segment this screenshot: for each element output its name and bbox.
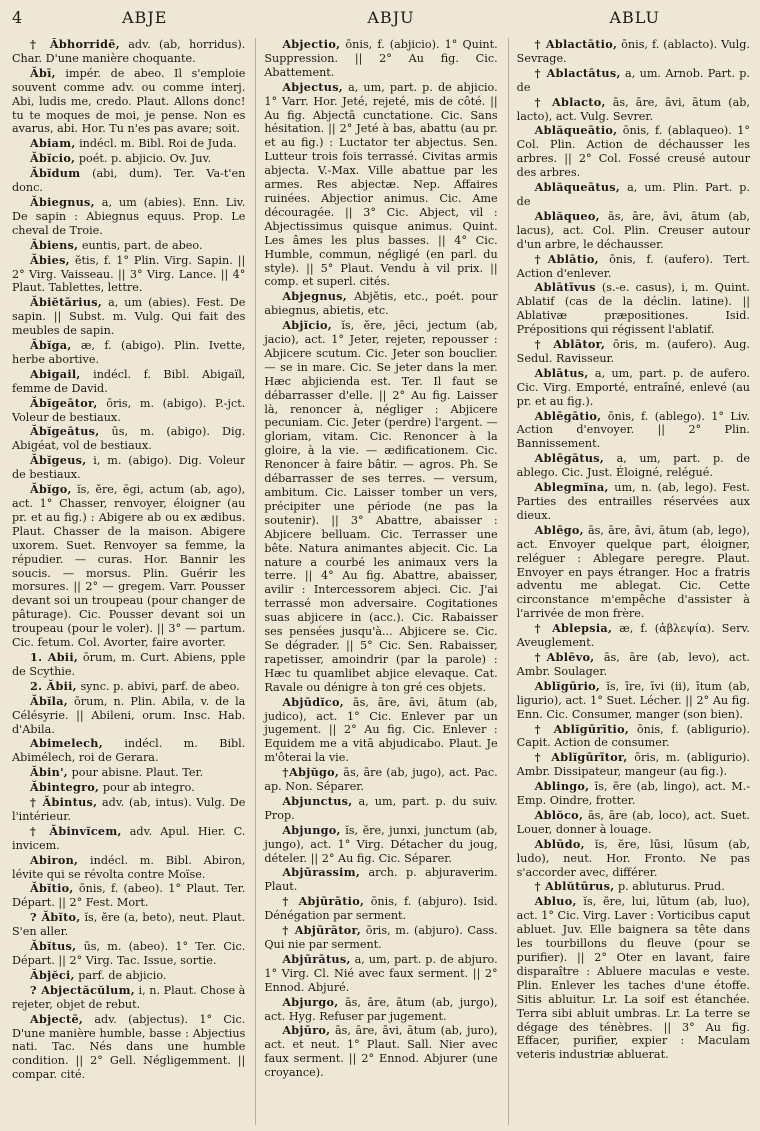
running-head-left: ABJE [122,8,168,27]
entry-headword: Abjungo, [282,822,341,837]
entry-headword: † Abjūrātor, [282,923,362,938]
entry-headword: Ăbĭtio, [30,881,74,896]
dictionary-entry [12,737,245,765]
running-head-center: ABJU [367,8,415,27]
entry-definition: ōnis, f. (abligurio). Capit. Action de consumer. [516,722,750,750]
dictionary-entry [517,622,750,650]
entry-headword: Abjĭcio, [282,318,332,333]
dictionary-entry [12,339,245,367]
entry-definition: ōnis, f. (abeo). 1° Plaut. Ter. Départ. || 2° Fest. Mort. [12,882,246,910]
entry-definition: poét. p. abjicio. Ov. Juv. [78,152,212,166]
dictionary-entry [264,81,497,290]
entry-headword: 2. Ăbii, [30,678,77,693]
entry-headword: Ablēgātio, [534,408,602,423]
running-head-right: ABLU [609,8,660,27]
entry-headword: 1. Abii, [30,649,79,664]
entry-definition: indécl. m. Bibl. Abiron, lévite qui se révolta contre Moïse. [12,853,246,881]
columns [12,38,750,1125]
entry-headword: †Abjŭgo, [282,765,340,780]
dictionary-entry [517,281,750,337]
column-right [508,38,750,1125]
dictionary-entry [12,167,245,195]
dictionary-entry [264,319,497,694]
entry-headword: † Ăbintus, [30,795,98,810]
entry-headword: Ăbiens, [30,237,79,252]
entry-headword: Ablăqueo, [534,208,600,223]
entry-headword: Ăbiĕtārius, [30,295,103,310]
entry-headword: Ăbin', [30,765,69,780]
entry-headword: Abjūdĭco, [282,694,344,709]
entry-definition: ās, āre, āvi, ātum (ab, judico), act. 1° Cic. Enlever par un jugement. || 2° Au fig. Cic. Enlever : Equidem me a vitā abjudicabo. Plaut. Je m'ôterai la vie. [264,695,498,765]
dictionary-entry [264,953,497,995]
entry-definition: ōnis, f. (abjuro). Isid. Dénégation par serment. [264,895,498,923]
dictionary-entry [517,809,750,837]
entry-headword: † Abjūrātio, [282,894,365,909]
entry-definition: ĭs, īre, īvi (ii), ītum (ab, ligurio), act. 1° Suet. Lécher. || 2° Au fig. Enn. Cic. Consumer, manger (son bien). [516,679,750,721]
dictionary-entry [517,680,750,722]
entry-headword: Abjūrassim, [282,865,361,880]
entry-definition: ōris, m. (abjuro). Cass. Qui nie par serment. [264,924,498,951]
dictionary-entry [12,254,245,296]
dictionary-entry [517,838,750,880]
entry-definition: indécl. m. Bibl. Roi de Juda. [79,137,237,151]
dictionary-entry [264,996,497,1024]
entry-headword: Abluo, [534,894,577,909]
dictionary-entry [12,695,245,737]
entry-definition: pour ab integro. [102,781,195,795]
entry-definition: ōnis, f. (ablego). 1° Liv. Action d'envoyer. || 2° Plin. Bannissement. [516,409,750,451]
entry-headword: Abjectio, [282,38,341,51]
entry-definition: a, um, part. p. de ablego. Cic. Just. Éloigné, relégué. [516,452,750,480]
entry-headword: Ăbintegro, [30,780,100,795]
entry-definition: æ, f. (ἀβλεψία). Serv. Aveuglement. [516,622,750,650]
dictionary-entry [12,882,245,910]
dictionary-entry [12,911,245,939]
dictionary-entry [12,397,245,425]
entry-definition: ĭs, ĕre, junxi, junctum (ab, jungo), act. 1° Virg. Détacher du joug, dételer. || 2° Au fig. Cic. Séparer. [264,823,498,865]
entry-definition: ōnis, f. (ablacto). Vulg. Sevrage. [516,38,750,65]
dictionary-entry [12,969,245,983]
entry-definition: ūs, m. (abeo). 1° Ter. Cic. Départ. || 2° Virg. Tac. Issue, sortie. [12,940,246,967]
entry-headword: Abjunctus, [282,793,353,808]
dictionary-entry [12,137,245,151]
dictionary-entry [264,924,497,952]
entry-definition: ĭs, ĕre, ēgi, actum (ab, ago), act. 1° Chasser, renvoyer, éloigner (au pr. et au fig.) : Abigere ab ou ex ædibus. Plaut. Chasser de la maison. Abigere uxorem. Suet. Renvoyer sa femme, la répudier. — curas. Hor. Bannir les soucis. — morsus. Plin. Guérir les morsures. || 2° — gregem. Varr. Pousser devant soi un troupeau (pour changer de pâturage). Cic. Pousser devant soi un troupeau (pour le voler). || 3° — partum. Cic. fetum. Col. Avorter, faire avorter. [12,483,246,650]
entry-definition: ĭs, ĕre, jēci, jectum (ab, jacio), act. 1° Jeter, rejeter, repousser : Abjicere scutum. Cic. Jeter son bouclier. — se in mare. Cic. Se jeter dans la mer. Hæc abjicienda est. Ter. Il faut se débarrasser d'elle. || 2° Au fig. Laisser là, renoncer à, négliger : Abjicere pecuniam. Cic. Jeter (perdre) l'argent. — gloriam, vitam. Cic. Renoncer à la gloire, à la vie. — ædificationem. Cic. Renoncer à faire bâtir. — agros. Ph. Se débarrasser de ses terres. — versum, ambitum. Cic. Laisser tomber un vers, précipiter une période (ne pas la soutenir). || 3° Abattre, abaisser : Abjicere belluam. Cic. Terrasser une bête. Natura animantes abjecit. Cic. La nature a courbé les animaux vers la terre. || 4° Au fig. Abattre, abaisser, avilir : Intercessorem abjeci. Cic. J'ai terrassé mon adversaire. Cogitationes suas abjicere in (acc.). Cic. Rabaisser ses pensées jusqu'à... Abjicere se. Cic. Se dégrader. || 5° Cic. Sen. Rabaisser, rapetisser, amoindrir (par la parole) : Hæc tu quamlibet abjice elevaque. Cat. Ravale ou dénigre à ton gré ces objets. [264,319,498,694]
entry-headword: Abjectus, [282,79,344,94]
dictionary-entry [12,454,245,482]
entry-headword: Ăbĭla, [30,693,68,708]
dictionary-entry [517,210,750,252]
dictionary-entry [12,854,245,882]
entry-headword: Ablātus, [534,365,589,380]
entry-headword: Abiam, [30,136,76,151]
entry-definition: ās, āre, āvi, ātum (ab, lacus), act. Col. Plin. Creuser autour d'un arbre, le déchausser. [516,209,750,251]
entry-definition: æ, f. (abigo). Plin. Ivette, herbe abortive. [12,339,246,366]
entry-definition: ĭs, ĕre (a, beto), neut. Plaut. S'en aller. [12,911,246,939]
dictionary-entry [517,524,750,621]
entry-definition: a, um (abies). Enn. Liv. De sapin : Abiegnus equus. Prop. Le cheval de Troie. [12,195,246,237]
entry-definition: adv. (ab, horridus). Char. D'une manière choquante. [12,38,246,65]
dictionary-entry [517,723,750,751]
dictionary-entry [12,483,245,650]
dictionary-entry [517,96,750,124]
dictionary-entry [517,367,750,409]
entry-definition: (s.-e. casus), i, m. Quint. Ablatif (cas de la déclin. latine). || Ablativæ præpositiones. Isid. Prépositions qui régissent l'ablatif. [516,281,750,337]
dictionary-entry [12,38,245,66]
entry-definition: adv. Apul. Hier. C. invicem. [12,824,246,852]
entry-headword: Ablăqueātus, [534,180,621,195]
entry-headword: † Ablĭgūrītio, [534,721,630,736]
dictionary-entry [12,766,245,780]
entry-definition: ōris, m. (abligurio). Ambr. Dissipateur, mangeur (au fig.). [516,751,750,779]
entry-definition: a, um, part. p. du suiv. Prop. [264,794,498,822]
entry-headword: Abimelech, [30,736,103,751]
entry-definition: um, n. (ab, lego). Fest. Parties des entrailles réservées aux dieux. [516,481,750,522]
entry-headword: Ăbiegnus, [30,194,95,209]
entry-definition: sync. p. abivi, parf. de abeo. [80,679,240,693]
dictionary-entry [12,781,245,795]
entry-headword: Ăbĭgo, [30,482,72,497]
entry-headword: Ablŏco, [534,807,584,822]
entry-definition: ĕtis, f. 1° Plin. Virg. Sapin. || 2° Virg. Vaisseau. || 3° Virg. Lance. || 4° Plaut. Tablettes, lettre. [12,253,246,295]
dictionary-entry [517,67,750,95]
entry-definition: ās, āre, āvi, ātum (ab, lacto), act. Vulg. Sevrer. [516,95,750,123]
dictionary-entry [517,780,750,808]
entry-headword: Ăbĭgeātor, [30,395,98,410]
entry-definition: ās, āre, ātum (ab, jurgo), act. Hyg. Refuser par jugement. [264,995,498,1023]
entry-headword: † Ablepsia, [534,621,613,636]
entry-definition: ās, āre (ab, jugo), act. Pac. ap. Non. Séparer. [264,766,498,794]
entry-headword: † Ăbinvĭcem, [30,823,122,838]
entry-headword: Abjurgo, [282,994,339,1009]
entry-headword: Ăbĭdum [30,166,81,181]
entry-definition: ūs, m. (abigo). Dig. Abigéat, vol de bestiaux. [12,425,246,453]
entry-headword: Abjectē, [30,1011,84,1026]
dictionary-entry [12,152,245,166]
entry-definition: a, um (abies). Fest. De sapin. || Subst. m. Vulg. Qui fait des meubles de sapin. [12,296,246,338]
entry-headword: Abiron, [30,852,79,867]
dictionary-entry [517,452,750,480]
entry-definition: ōris, m. (abigo). P.-jct. Voleur de bestiaux. [12,396,246,424]
page-number: 4 [12,8,24,27]
entry-headword: † Ablātor, [534,337,606,352]
entry-definition: ōrum, n. Plin. Abila, v. de la Célésyrie. || Abileni, orum. Insc. Hab. d'Abila. [12,694,246,736]
entry-headword: † Ablŭtūrus, [534,879,615,894]
dictionary-entry [12,796,245,824]
entry-definition: ās, āre, āvi, ātum (ab, lego), act. Envoyer quelque part, éloigner, reléguer : Ablegare peregre. Plaut. Envoyer en pays étranger. Hoc a fratris adventu me ablegat. Cic. Cette circonstance m'empêche d'assister à l'arrivée de mon frère. [516,523,750,621]
entry-definition: a, um, part. p. de aufero. Cic. Virg. Emporté, entraîné, enlevé (au pr. et au fig.). [516,366,750,408]
entry-definition: a, um, part. p. de abjicio. 1° Varr. Hor. Jeté, rejeté, mis de côté. || Au fig. Abjectā cunctatione. Cic. Sans hésitation. || 2° Jeté à bas, abattu (au pr. et au fig.) : Luctator ter abjectus. Sen. Lutteur trois fois terrassé. Civitas armis abjecta. V.-Max. Ville abattue par les armes. Res abjectæ. Nep. Affaires ruinées. Abjectior animus. Cic. Ame découragée. || 3° Cic. Abject, vil : Abjectissimus quisque animus. Quint. Les âmes les plus basses. || 4° Cic. Humble, commun, négligé (en parl. du style). || 5° Plaut. Vendu à vil prix. || comp. et superl. cités. [264,80,498,289]
entry-headword: Ăbjĕci, [30,967,75,982]
dictionary-entry [264,1024,497,1080]
entry-headword: Ablĭgūrio, [534,678,601,693]
dictionary-entry [12,239,245,253]
entry-definition: ĭs, ĕre, lui, lūtum (ab, luo), act. 1° Cic. Virg. Laver : Vorticibus caput abluet. Juv. Elle baignera sa tête dans les tourbillons du fleuve (pour se purifier). || 2° Oter en lavant, faire disparaître : Abluere maculas e veste. Plin. Enlever les taches d'une étoffe. Sitis abluitur. Lr. La soif est étanchée. Terra sibi abluit umbras. Lr. La terre se dégage des ténèbres. || 3° Au fig. Effacer, purifier, expier : Maculam veteris industriæ abluerat. [516,895,750,1062]
entry-definition: indécl. m. Bibl. Abimélech, roi de Gerara. [12,737,246,765]
entry-headword: Ablēgo, [534,522,584,537]
entry-definition: adv. (ab, intus). Vulg. De l'intérieur. [12,796,246,823]
entry-headword: Ablēgātus, [534,451,605,466]
dictionary-entry [517,410,750,452]
entry-definition: ōris, m. (aufero). Aug. Sedul. Ravisseur. [516,338,750,365]
entry-definition: a, um. Arnob. Part. p. de [516,66,750,94]
entry-definition: ās, āre, āvi, ātum (ab, juro), act. et neut. 1° Plaut. Sall. Nier avec faux serment. || 2° Ennod. Abjurer (une croyance). [264,1024,498,1080]
entry-definition: i, m. (abigo). Dig. Voleur de bestiaux. [12,454,246,482]
entry-headword: †Ablēvo, [534,649,595,664]
dictionary-entry [12,296,245,338]
dictionary-entry [12,651,245,679]
entry-definition: i, n. Plaut. Chose à rejeter, objet de rebut. [12,983,246,1011]
dictionary-entry [12,940,245,968]
entry-definition: a, um, part. p. de abjuro. 1° Virg. Cl. Nié avec faux serment. || 2° Ennod. Abjuré. [264,952,498,994]
entry-definition: ĭs, ĕre (ab, lingo), act. M.-Emp. Oindre, frotter. [516,780,750,808]
dictionary-entry [517,751,750,779]
entry-headword: Abjūrātus, [282,951,351,966]
dictionary-entry [12,368,245,396]
entry-headword: Ăbies, [30,252,70,267]
entry-definition: pour abisne. Plaut. Ter. [71,766,204,780]
entry-definition: Abjĕtis, etc., poét. pour abiegnus, abietis, etc. [264,290,498,318]
dictionary-entry [264,696,497,766]
dictionary-entry [517,880,750,894]
dictionary-entry [517,181,750,209]
entry-headword: ? Abjectăcŭlum, [30,982,135,997]
entry-headword: ? Ăbĭto, [30,910,81,925]
page-header [12,8,750,34]
dictionary-entry [517,253,750,281]
dictionary-entry [517,895,750,1062]
entry-headword: † Ablĭgūrītor, [534,750,628,765]
entry-headword: † Ablacto, [534,94,606,109]
entry-headword: † Ablactātio, [534,38,618,51]
entry-definition: impér. de abeo. Il s'emploie souvent comme adv. ou comme interj. Abi, ludis me, credo. Plaut. Allons donc! tu te moques de moi, je pense. Non es avarus, abi. Hor. Tu n'es pas avare; soit. [12,66,246,136]
dictionary-entry [264,290,497,318]
dictionary-entry [12,1013,245,1083]
dictionary-entry [264,795,497,823]
entry-headword: Abigail, [30,366,81,381]
entry-definition: adv. (abjectus). 1° Cic. D'une manière humble, basse : Abjectius nati. Tac. Nés dans une humble condition. || 2° Gell. Négligemment. || compar. cité. [12,1012,246,1082]
column-left [12,38,245,1125]
entry-definition: indécl. f. Bibl. Abigaïl, femme de David. [12,367,246,395]
dictionary-entry [517,481,750,523]
dictionary-entry [517,124,750,180]
entry-headword: Ăbī, [30,65,56,80]
dictionary-entry [517,651,750,679]
entry-headword: Ăbĭcio, [30,151,76,166]
entry-headword: Ablăqueātio, [534,123,618,138]
dictionary-entry [12,425,245,453]
dictionary-entry [12,984,245,1012]
entry-definition: ās, āre (ab, levo), act. Ambr. Soulager. [516,650,750,678]
entry-headword: Abjūro, [282,1023,331,1038]
entry-definition: ōnis, f. (aufero). Tert. Action d'enlever. [516,252,750,280]
dictionary-entry [12,825,245,853]
entry-headword: Abjegnus, [282,289,347,304]
entry-definition: arch. p. abjuraverim. Plaut. [264,866,498,894]
entry-definition: parf. de abjicio. [78,968,167,982]
dictionary-entry [12,680,245,694]
entry-definition: ĭs, ĕre, lūsi, lūsum (ab, ludo), neut. Hor. Fronto. Ne pas s'accorder avec, différer. [516,837,750,879]
entry-headword: Ăbĭtus, [30,939,77,954]
entry-headword: Ablūdo, [534,836,585,851]
entry-definition: euntis, part. de abeo. [81,238,203,252]
entry-definition: (abi, dum). Ter. Va-t'en donc. [12,167,246,195]
dictionary-entry [264,824,497,866]
dictionary-entry [12,67,245,137]
entry-headword: Ăbĭga, [30,338,72,353]
entry-definition: ōnis, f. (abjicio). 1° Quint. Suppression. || 2° Au fig. Cic. Abattement. [264,38,498,79]
column-middle [255,38,497,1125]
entry-definition: ōrum, m. Curt. Abiens, pple de Scythie. [12,650,246,678]
dictionary-entry [264,866,497,894]
entry-headword: † Ablactātus, [534,65,621,80]
dictionary-entry [264,895,497,923]
entry-definition: p. abluturus. Prud. [617,880,725,894]
entry-definition: a, um. Plin. Part. p. de [516,181,750,208]
dictionary-entry [517,38,750,66]
entry-headword: Ablātīvus [534,280,596,295]
entry-headword: Ăbĭgeus, [30,453,87,468]
entry-headword: † Ăbhorridē, [30,38,120,51]
dictionary-entry [264,38,497,80]
dictionary-entry [264,766,497,794]
entry-headword: Ablegmĭna, [534,480,609,495]
entry-definition: ās, āre (ab, loco), act. Suet. Louer, donner à louage. [516,808,750,836]
entry-headword: Ăbĭgeātus, [30,424,100,439]
entry-definition: ōnis, f. (ablaqueo). 1° Col. Plin. Action de déchausser les arbres. || 2° Col. Fossé creusé autour des arbres. [516,124,750,180]
entry-headword: Ablingo, [534,779,590,794]
dictionary-entry [12,196,245,238]
entry-headword: †Ablātio, [534,251,599,266]
dictionary-entry [517,338,750,366]
